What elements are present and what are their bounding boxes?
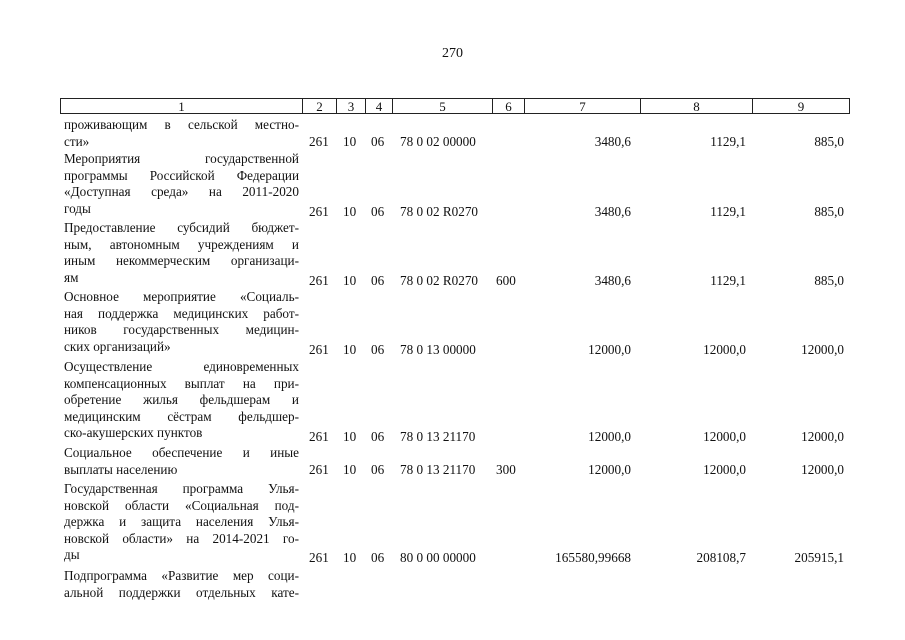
cell-amount-8: 12000,0: [703, 342, 746, 357]
description-line: держка и защита населения Улья-: [64, 514, 299, 530]
page-number: 270: [442, 46, 463, 61]
description-line: «Доступная среда» на 2011-2020: [64, 184, 299, 200]
description-line: ды: [64, 547, 80, 563]
description-line: альной поддержки отдельных кате-: [64, 584, 299, 600]
cell-amount-9: 12000,0: [801, 429, 844, 444]
header-col-2: 2: [302, 98, 336, 114]
header-col-3: 3: [336, 98, 365, 114]
description-line: обретение жилья фельдшерам и: [64, 392, 299, 408]
cell-subsection: 06: [371, 462, 385, 477]
description-line: ских организаций»: [64, 338, 171, 354]
description-line: сти»: [64, 133, 90, 149]
row-description: [64, 289, 299, 355]
description-line: Осуществление единовременных: [64, 359, 299, 374]
cell-amount-7: 12000,0: [588, 429, 631, 444]
description-line: Подпрограмма «Развитие мер соци-: [64, 568, 299, 583]
cell-target-article: 80 0 00 00000: [400, 550, 476, 565]
cell-amount-8: 12000,0: [703, 462, 746, 477]
cell-amount-7: 12000,0: [588, 342, 631, 357]
cell-target-article: 78 0 02 00000: [400, 134, 476, 149]
header-col-1: 1: [60, 98, 302, 114]
cell-section: 10: [343, 462, 357, 477]
cell-section: 10: [343, 273, 357, 288]
cell-amount-8: 1129,1: [710, 204, 746, 219]
description-line: иным некоммерческим организаци-: [64, 253, 299, 269]
description-line: ско-акушерских пунктов: [64, 425, 203, 441]
cell-subsection: 06: [371, 342, 385, 357]
cell-target-article: 78 0 13 21170: [400, 462, 476, 477]
cell-amount-7: 3480,6: [594, 204, 631, 219]
cell-subsection: 06: [371, 134, 385, 149]
cell-subsection: 06: [371, 204, 385, 219]
description-line: Мероприятия государственной: [64, 151, 299, 166]
cell-amount-7: 165580,99668: [555, 550, 631, 565]
description-line: ным, автономным учреждениям и: [64, 236, 299, 252]
header-col-7: 7: [524, 98, 640, 114]
row-description: [64, 445, 299, 478]
description-line: Социальное обеспечение и иные: [64, 445, 299, 460]
cell-target-article: 78 0 02 R0270: [400, 273, 479, 288]
cell-expense-type: 600: [496, 273, 516, 288]
cell-amount-7: 3480,6: [594, 134, 631, 149]
cell-admin-code: 261: [309, 429, 329, 444]
description-line: Государственная программа Улья-: [64, 481, 299, 496]
cell-admin-code: 261: [309, 342, 329, 357]
cell-subsection: 06: [371, 429, 385, 444]
description-line: Основное мероприятие «Социаль-: [64, 289, 299, 304]
cell-amount-7: 12000,0: [588, 462, 631, 477]
row-description: [64, 151, 299, 217]
cell-section: 10: [343, 342, 357, 357]
header-col-4: 4: [365, 98, 392, 114]
cell-admin-code: 261: [309, 462, 329, 477]
row-description: [64, 220, 299, 286]
description-line: компенсационных выплат на при-: [64, 375, 299, 391]
cell-section: 10: [343, 134, 357, 149]
cell-amount-8: 208108,7: [696, 550, 746, 565]
cell-subsection: 06: [371, 550, 385, 565]
description-line: выплаты населению: [64, 461, 178, 477]
cell-admin-code: 261: [309, 550, 329, 565]
cell-amount-7: 3480,6: [594, 273, 631, 288]
cell-admin-code: 261: [309, 273, 329, 288]
header-col-6: 6: [492, 98, 524, 114]
cell-target-article: 78 0 02 R0270: [400, 204, 479, 219]
cell-amount-8: 1129,1: [710, 134, 746, 149]
cell-amount-9: 12000,0: [801, 462, 844, 477]
description-line: ям: [64, 269, 79, 285]
description-line: новской области «Социальная под-: [64, 497, 299, 513]
cell-section: 10: [343, 204, 357, 219]
row-description: [64, 481, 299, 564]
row-description: [64, 568, 299, 601]
description-line: Предоставление субсидий бюджет-: [64, 220, 299, 235]
cell-admin-code: 261: [309, 204, 329, 219]
row-description: [64, 359, 299, 442]
cell-section: 10: [343, 429, 357, 444]
description-line: ная поддержка медицинских работ-: [64, 305, 299, 321]
cell-amount-9: 12000,0: [801, 342, 844, 357]
header-col-8: 8: [640, 98, 752, 114]
cell-subsection: 06: [371, 273, 385, 288]
cell-expense-type: 300: [496, 462, 516, 477]
cell-amount-9: 885,0: [814, 134, 844, 149]
cell-amount-9: 885,0: [814, 204, 844, 219]
cell-amount-9: 885,0: [814, 273, 844, 288]
description-line: годы: [64, 200, 91, 216]
cell-target-article: 78 0 13 21170: [400, 429, 476, 444]
header-col-5: 5: [392, 98, 492, 114]
description-line: программы Российской Федерации: [64, 167, 299, 183]
cell-amount-9: 205915,1: [794, 550, 844, 565]
cell-target-article: 78 0 13 00000: [400, 342, 476, 357]
description-line: медицинским сёстрам фельдшер-: [64, 408, 299, 424]
description-line: проживающим в сельской местно-: [64, 117, 299, 132]
description-line: ников государственных медицин-: [64, 322, 299, 338]
cell-amount-8: 1129,1: [710, 273, 746, 288]
description-line: новской области» на 2014-2021 го-: [64, 530, 299, 546]
header-col-9: 9: [752, 98, 850, 114]
cell-section: 10: [343, 550, 357, 565]
cell-amount-8: 12000,0: [703, 429, 746, 444]
cell-admin-code: 261: [309, 134, 329, 149]
row-description: [64, 117, 299, 150]
